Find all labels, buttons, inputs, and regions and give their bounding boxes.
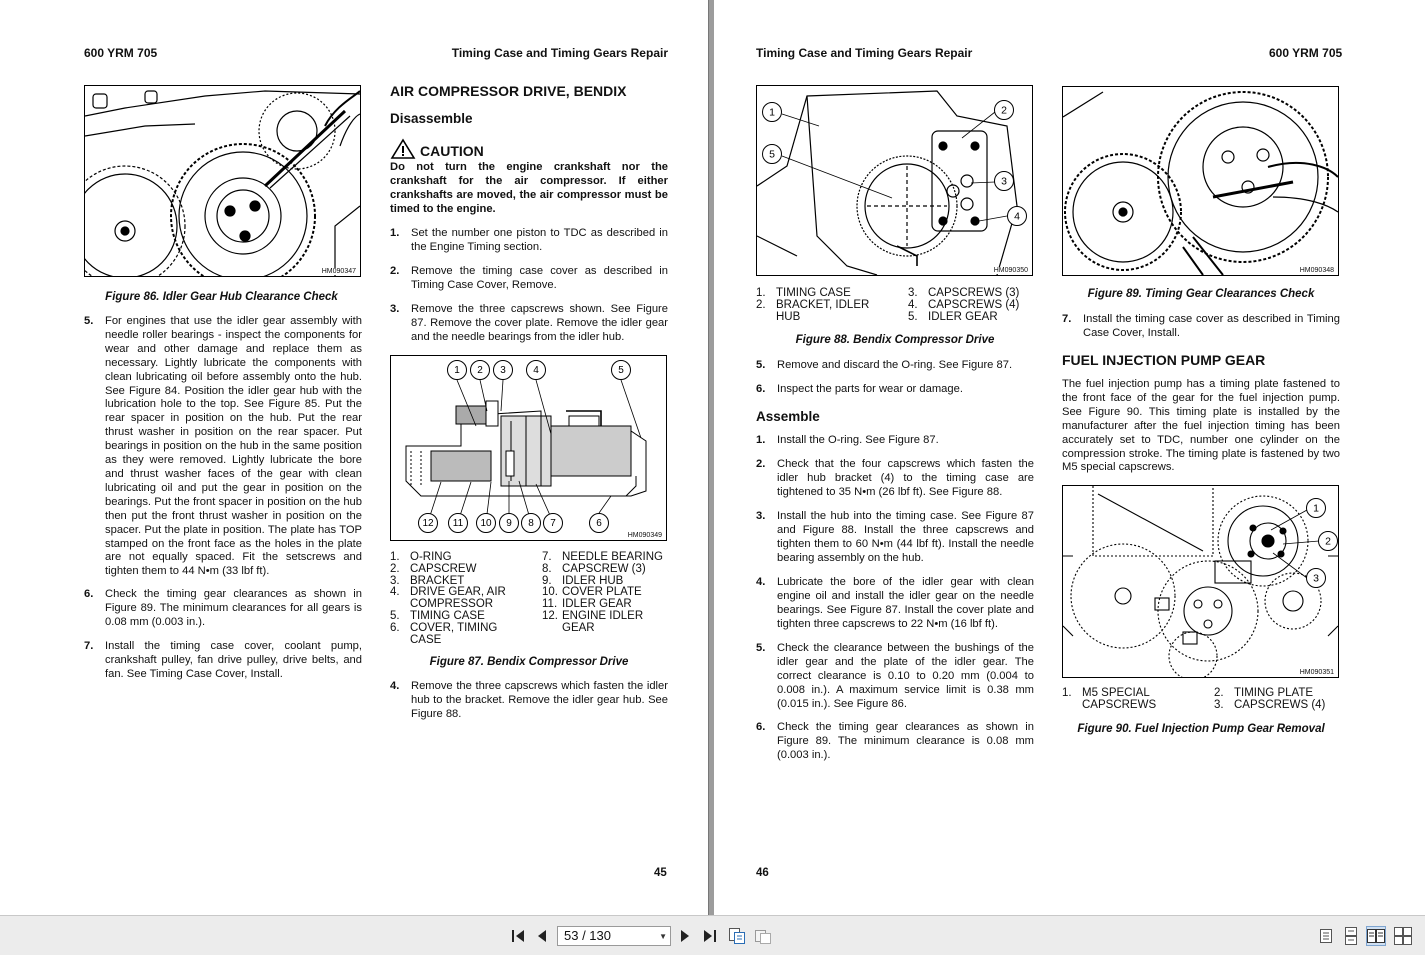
figure-90-code: HM090351 [1299,669,1334,676]
step-number: 7. [84,640,94,652]
callout-5: 5 [769,148,775,161]
callout-3: 3 [1313,572,1319,585]
step-text: Check that the four capscrews which fasten the idler hub bracket (4) to the timing case are tightened to 35 N•m (26 lbf ft). See Figure 88. [777,458,1034,498]
header-doc-code: 600 YRM 705 [1269,46,1343,60]
last-page-icon[interactable] [700,926,720,946]
page-45 [0,0,709,915]
figure-89-image [1062,86,1339,276]
step-number: 4. [756,576,766,588]
prev-page-icon[interactable] [532,926,552,946]
assemble-step-4 [756,576,1034,634]
step-number: 4. [390,680,400,692]
step-number: 5. [756,359,766,371]
step-text: Set the number one piston to TDC as described in the Engine Timing section. [411,227,668,253]
step-number: 5. [756,642,766,654]
step-text: For engines that use the idler gear assembly with needle roller bearings - inspect the components for wear and other damage and replace them as necessary. Lightly lubricate the components with clean lubricating oil before assembly onto the hub. See Figure 84. Position the idler gear hub with the lubrication hole to the top. See Figure 85. Put the rear spacer in position on the hub. Put the rear thrust washer in position on the rear spacer. Put bearings in position on the hub in the same position as they were removed. Lightly lubricate the bore and thrust washer faces of the gear with clean lubricating oil and put the gear in position on the bearings. Put the front spacer in position on the hub then put the front thrust washer in position on the spacer. Put the plate in position. The plate has TOP stamped on the front face as the holes in the plate are not equally spaced. Fit the setscrews and tighten them to 44 N•m (33 lbf ft). [105,315,362,578]
page-number-select[interactable] [557,926,671,946]
disassemble-step-5 [756,359,1034,375]
step-text: Remove the timing case cover as described in Timing Case Cover, Remove. [411,265,668,291]
callout-2: 2 [1001,104,1007,117]
fuel-injection-pump-gear-illustration [1063,486,1338,677]
subsection-disassemble: Disassemble [390,111,473,126]
fuel-injection-paragraph: The fuel injection pump has a timing plate fastened to the front face of the gear for the fuel injection pump. See Figure 90. This timing plate is installed by the manufacturer after the fuel injection timing has been accurately set to TDC, number one cylinder on the compression stroke. The timing plate is fastened by two M5 special capscrews. [1062,378,1340,474]
timing-gear-clearance-illustration [1063,87,1338,275]
single-page-view-icon[interactable] [1316,926,1336,946]
callout-3: 3 [1001,175,1007,188]
figure-87-legend: 1. O-RING 2. CAPSCREW 3. BRACKET 4. DRIVE GEAR, AIR COMPRESSOR 5. TIMING CASE 6. COVER, TIMING CASE 7. NEEDLE BEARING 8. CAPSCREW (3) 9. IDLER HUB 10. COVER PLATE 11. IDLER GEAR 12. ENGINE IDLER GEAR [390,551,663,646]
step-number: 6. [756,721,766,733]
callout-7: 7 [550,518,556,529]
header-doc-code: 600 YRM 705 [84,46,158,60]
callout-10: 10 [480,518,492,529]
figure-88-code: HM090350 [993,267,1028,274]
step-number: 2. [756,458,766,470]
step-text: Install the timing case cover as described in Timing Case Cover, Install. [1083,313,1340,339]
caution-text: Do not turn the engine crankshaft nor the crankshaft for the air compressor. If either crankshafts are moved, the air compressor must be timed to the engine. [390,161,668,215]
assemble-step-1 [756,434,1034,450]
assemble-step-3 [756,510,1034,568]
figure-89-code: HM090348 [1299,267,1334,274]
callout-2: 2 [477,365,483,376]
page-46 [714,0,1425,915]
callout-9: 9 [506,518,512,529]
figure-88-legend: 1. TIMING CASE 2. BRACKET, IDLER HUB 3. CAPSCREWS (3) 4. CAPSCREWS (4) 5. IDLER GEAR [756,287,1020,323]
step-text: Inspect the parts for wear or damage. [777,383,963,395]
step-text: Lubricate the bore of the idler gear with clean engine oil and install the idler gear on the needle bearings. See Figure 87. Install the cover plate and tighten three capscrews to 22 N•m (16 lbf ft). [777,576,1034,630]
figure-88-image [756,85,1033,276]
step-number: 3. [390,303,400,315]
step-6-clearances [84,588,362,630]
page-number-46: 46 [756,867,769,879]
disassemble-step-6 [756,383,1034,399]
assemble-step-2 [756,458,1034,502]
callout-1: 1 [769,106,775,119]
subsection-assemble: Assemble [756,409,820,424]
step-number: 5. [84,315,94,327]
figure-88-caption: Figure 88. Bendix Compressor Drive [795,334,995,346]
assemble-step-6 [756,721,1034,765]
step-text: Check the timing gear clearances as shown in Figure 89. The minimum clearances for all gears is 0.08 mm (0.003 in.). [105,588,362,628]
callout-6: 6 [596,518,602,529]
bendix-compressor-drive-cross-section [391,356,666,540]
figure-87-code: HM090349 [627,532,662,539]
assemble-step-5 [756,642,1034,714]
caution-label: CAUTION [420,143,484,159]
header-section-title: Timing Case and Timing Gears Repair [451,46,668,60]
callout-1: 1 [454,365,460,376]
step-text: Remove and discard the O-ring. See Figure 87. [777,359,1013,371]
step-number: 6. [84,588,94,600]
section-title-fuel-injection: FUEL INJECTION PUMP GEAR [1062,352,1266,368]
callout-8: 8 [528,518,534,529]
warning-triangle-icon [390,138,416,160]
callout-2: 2 [1325,535,1331,548]
callout-3: 3 [500,365,506,376]
step-text: Remove the three capscrews which fasten the idler hub to the bracket. Remove the idler gear hub. See Figure 88. [411,680,668,720]
figure-90-legend: 1. M5 SPECIAL CAPSCREWS 2. TIMING PLATE 3. CAPSCREWS (4) [1062,687,1326,711]
disassemble-step-1 [390,227,668,257]
step-7-install-cover [84,640,362,682]
callout-4: 4 [533,365,539,376]
callout-1: 1 [1313,502,1319,515]
step-number: 2. [390,265,400,277]
continuous-facing-view-icon[interactable] [1393,926,1413,946]
step-text: Install the O-ring. See Figure 87. [777,434,939,446]
callout-12: 12 [422,518,434,529]
step-number: 1. [756,434,766,446]
figure-86-code: HM090347 [321,268,356,275]
step-number: 7. [1062,313,1072,325]
callout-5: 5 [618,365,624,376]
callout-4: 4 [1014,210,1020,223]
header-section-title: Timing Case and Timing Gears Repair [756,46,973,60]
facing-view-icon[interactable] [1366,926,1386,946]
disassemble-step-2 [390,265,668,295]
idler-gear-hub-illustration [85,86,360,276]
paste-icon[interactable] [753,926,773,946]
page-indicator-text: 53 / 130 [564,928,611,943]
step-text: Remove the three capscrews shown. See Figure 87. Remove the cover plate. Remove the idler gear and the needle bearings from the idler hub. [411,303,668,343]
disassemble-step-4 [390,680,668,724]
copy-icon[interactable] [727,926,747,946]
figure-87-caption: Figure 87. Bendix Compressor Drive [429,656,629,668]
step-text: Install the hub into the timing case. See Figure 87 and Figure 88. Install the three capscrews and tighten them to 60 N•m (44 lbf ft). Install the needle bearing assembly on the hub. [777,510,1034,564]
step-text: Install the timing case cover, coolant pump, crankshaft pulley, fan drive pulley, drive belts, and fan. See Timing Case Cover, Install. [105,640,362,680]
chevron-down-icon: ▼ [659,932,667,941]
step-5-idler-bearings [84,315,362,580]
step-number: 6. [756,383,766,395]
step-number: 3. [756,510,766,522]
callout-11: 11 [452,518,464,529]
figure-89-caption: Figure 89. Timing Gear Clearances Check [1087,288,1315,300]
step-text: Check the clearance between the bushings of the idler gear and the plate of the idler gear. The correct clearance is 0.10 to 0.20 mm (0.004 to 0.008 in.). A maximum service limit is 0.38 mm (0.015 in.). See Figure 86. [777,642,1034,710]
figure-86-image [84,85,361,277]
next-page-icon[interactable] [675,926,695,946]
figure-90-image [1062,485,1339,678]
figure-86-caption: Figure 86. Idler Gear Hub Clearance Check [105,291,338,303]
first-page-icon[interactable] [508,926,528,946]
section-title-air-compressor: AIR COMPRESSOR DRIVE, BENDIX [390,83,627,99]
pdf-viewer-toolbar [0,915,1425,955]
assemble-step-7 [1062,313,1340,343]
idler-hub-bracket-illustration [757,86,1032,275]
figure-87-image [390,355,667,541]
continuous-view-icon[interactable] [1341,926,1361,946]
step-text: Check the timing gear clearances as shown in Figure 89. The minimum clearance is 0.08 mm (0.003 in.). [777,721,1034,761]
page-number-45: 45 [654,867,667,879]
figure-90-caption: Figure 90. Fuel Injection Pump Gear Removal [1077,723,1325,735]
disassemble-step-3 [390,303,668,347]
step-number: 1. [390,227,400,239]
